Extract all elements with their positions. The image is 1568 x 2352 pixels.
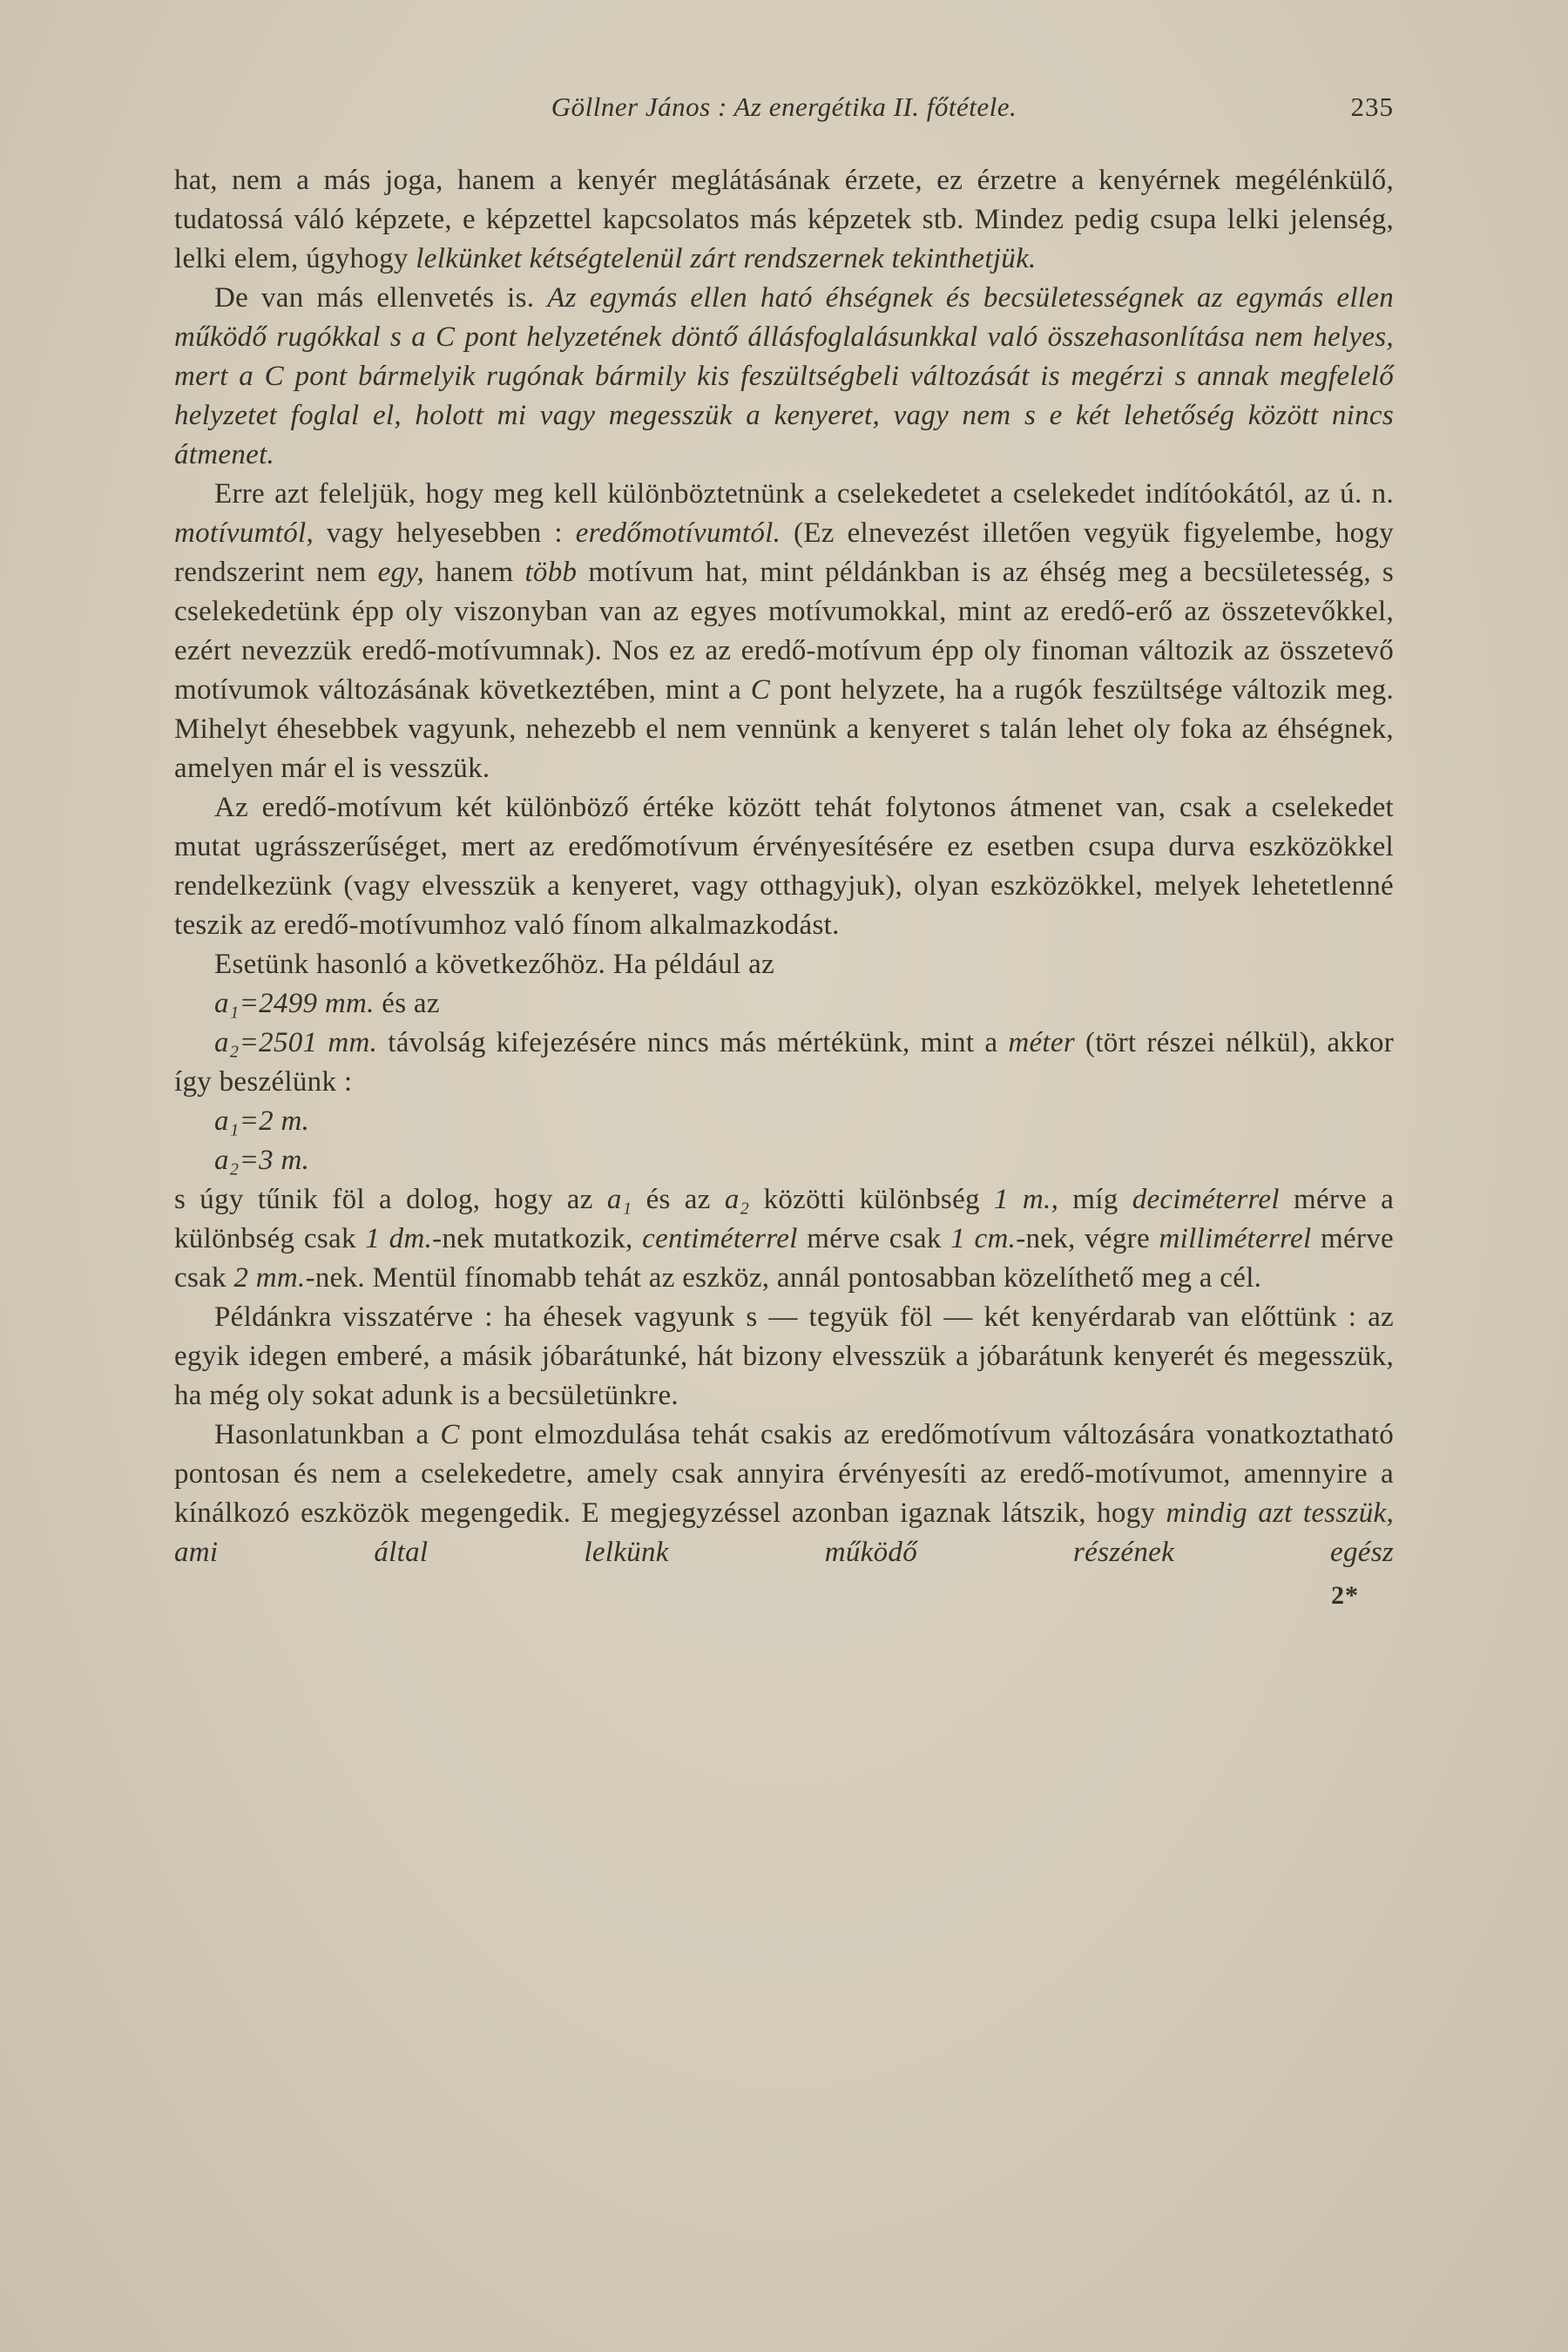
text-run: vagy helyesebben :	[314, 517, 576, 549]
paragraph	[174, 945, 1394, 984]
text-run: Példánkra visszatérve : ha éhesek vagyunk s — tegyük föl — két kenyérdarab van előttünk : az egyik idegen emberé, a másik jóbarátunké, hát bizony elvesszük a jóbarátunk kenyerét és megesszük, ha még oly sokat adunk is a becsületünkre.	[174, 1301, 1394, 1411]
italic-run: a₂=2501 mm.	[214, 1027, 378, 1058]
text-run: mérve a különbség csak	[174, 1184, 1395, 1254]
italic-run: több	[524, 557, 578, 588]
italic-run: 1 m.,	[993, 1184, 1059, 1215]
italic-run: a₁=2 m.	[214, 1105, 310, 1137]
text-run: és az	[374, 988, 440, 1019]
text-run: Hasonlatunkban a	[214, 1419, 441, 1450]
text-run: pont helyzete, ha a rugók feszültsége változik meg. Mihelyt éhesebbek vagyunk, nehezebb el nem vennünk a kenyeret s talán lehet oly foka az éhségnek, amelyen már el is vesszük.	[174, 674, 1394, 784]
italic-run: egy,	[377, 557, 425, 588]
footer-signature-mark: 2*	[1331, 1581, 1359, 1610]
italic-run: motívumtól,	[174, 517, 314, 549]
text-run: pont elmozdulása tehát csakis az eredőmotívum változására vonatkoztatható pontosan és nem a cselekedetre, amely csak annyira érvényesíti az eredő-motívumot, amennyire a kínálkozó eszközök megengedik. E megjegyzéssel azonban igaznak látszik, hogy	[174, 1419, 1395, 1529]
text-run: hanem	[424, 557, 525, 588]
italic-run: a₁	[606, 1184, 632, 1215]
paragraph	[174, 1298, 1394, 1416]
text-run: Erre azt feleljük, hogy meg kell különböztetnünk a cselekedetet a cselekedet indítóokától, az ú. n.	[214, 478, 1394, 510]
italic-run: 1 dm.	[365, 1223, 433, 1254]
italic-run: a₂=3 m.	[214, 1145, 310, 1176]
text-run: (Ez elnevezést illetően vegyük figyelembe, hogy rendszerint nem	[174, 517, 1394, 588]
italic-run: milliméterrel	[1159, 1223, 1312, 1254]
italic-run: a₂	[724, 1184, 750, 1215]
italic-run: C	[750, 674, 771, 706]
text-run: mérve csak	[174, 1223, 1394, 1294]
paragraph	[174, 279, 1394, 475]
text-run: mérve csak	[797, 1223, 951, 1254]
text-run: s úgy tűnik föl a dolog, hogy az	[174, 1184, 607, 1215]
text-run: közötti különbség	[749, 1184, 994, 1215]
italic-run: méter	[1008, 1027, 1075, 1058]
page-header	[174, 91, 1394, 132]
text-block	[174, 161, 1394, 1572]
paragraph	[174, 1024, 1394, 1102]
paragraph	[174, 984, 1394, 1024]
text-run: motívum hat, mint példánkban is az éhség meg a becsületesség, s cselekedetünk épp oly viszonyban van az egyes motívumokkal, mint az eredő-erő az összetevőkkel, ezért nevezzük eredő-motívumnak). Nos ez az eredő-motívum épp oly finoman változik az összetevő motívumok változásának következtében, mint a	[174, 557, 1395, 706]
footer	[174, 1581, 1394, 1611]
paragraph	[174, 475, 1394, 788]
page-number: 235	[1350, 91, 1394, 122]
paragraph	[174, 1102, 1394, 1141]
paragraph	[174, 161, 1394, 279]
italic-run: lelkünket kétségtelenül zárt rendszernek tekinthetjük.	[416, 243, 1037, 274]
text-run: -nek mutatkozik,	[432, 1223, 643, 1254]
paragraph	[174, 1180, 1394, 1298]
italic-run: eredőmotívumtól.	[575, 517, 781, 549]
text-run: hat, nem a más joga, hanem a kenyér meglátásának érzete, ez érzetre a kenyérnek megélénkülő, tudatossá váló képzete, e képzettel kapcsolatos más képzetek stb. Mindez pedig csupa lelki jelenség, lelki elem, úgyhogy	[174, 165, 1394, 274]
running-title: Göllner János : Az energétika II. főtétele.	[551, 91, 1017, 122]
text-run: -nek. Mentül fínomabb tehát az eszköz, annál pontosabban közelíthető meg a cél.	[305, 1262, 1262, 1294]
text-run: távolság kifejezésére nincs más mértékünk, mint a	[377, 1027, 1009, 1058]
text-run: -nek, végre	[1016, 1223, 1159, 1254]
text-run: Az eredő-motívum két különböző értéke között tehát folytonos átmenet van, csak a cselekedet mutat ugrásszerűséget, mert az eredőmotívum érvényesítésére ez esetben csupa durva eszközökkel rendelkezünk (vagy elvesszük a kenyeret, vagy otthagyjuk), olyan eszközökkel, melyek lehetetlenné teszik az eredő-motívumhoz való fínom alkalmazkodást.	[174, 792, 1394, 941]
italic-run: deciméterrel	[1132, 1184, 1280, 1215]
italic-run: centiméterrel	[642, 1223, 798, 1254]
italic-run: Az egymás ellen ható éhségnek és becsületességnek az egymás ellen működő rugókkal s a C pont helyzetének döntő állásfoglalásunkkal való összehasonlítása nem helyes, mert a C pont bármelyik rugónak bármily kis feszültségbeli változását is megérzi s annak megfelelő helyzetet foglal el, holott mi vagy megesszük a kenyeret, vagy nem s e két lehetőség között nincs átmenet.	[174, 282, 1395, 470]
text-run: Esetünk hasonló a következőhöz. Ha például az	[214, 949, 775, 980]
italic-run: 1 cm.	[950, 1223, 1017, 1254]
text-run: míg	[1058, 1184, 1132, 1215]
text-run: De van más ellenvetés is.	[214, 282, 548, 314]
italic-run: a₁=2499 mm.	[214, 988, 375, 1019]
italic-run: C	[440, 1419, 460, 1450]
paragraph	[174, 1416, 1394, 1572]
text-run: és az	[632, 1184, 725, 1215]
italic-run: 2 mm.	[233, 1262, 306, 1294]
text-run: (tört részei nélkül), akkor így beszélünk :	[174, 1027, 1394, 1098]
italic-run: mindig azt tesszük, ami által lelkünk működő részének egész	[174, 1497, 1394, 1568]
paragraph	[174, 788, 1394, 945]
paragraph	[174, 1141, 1394, 1180]
